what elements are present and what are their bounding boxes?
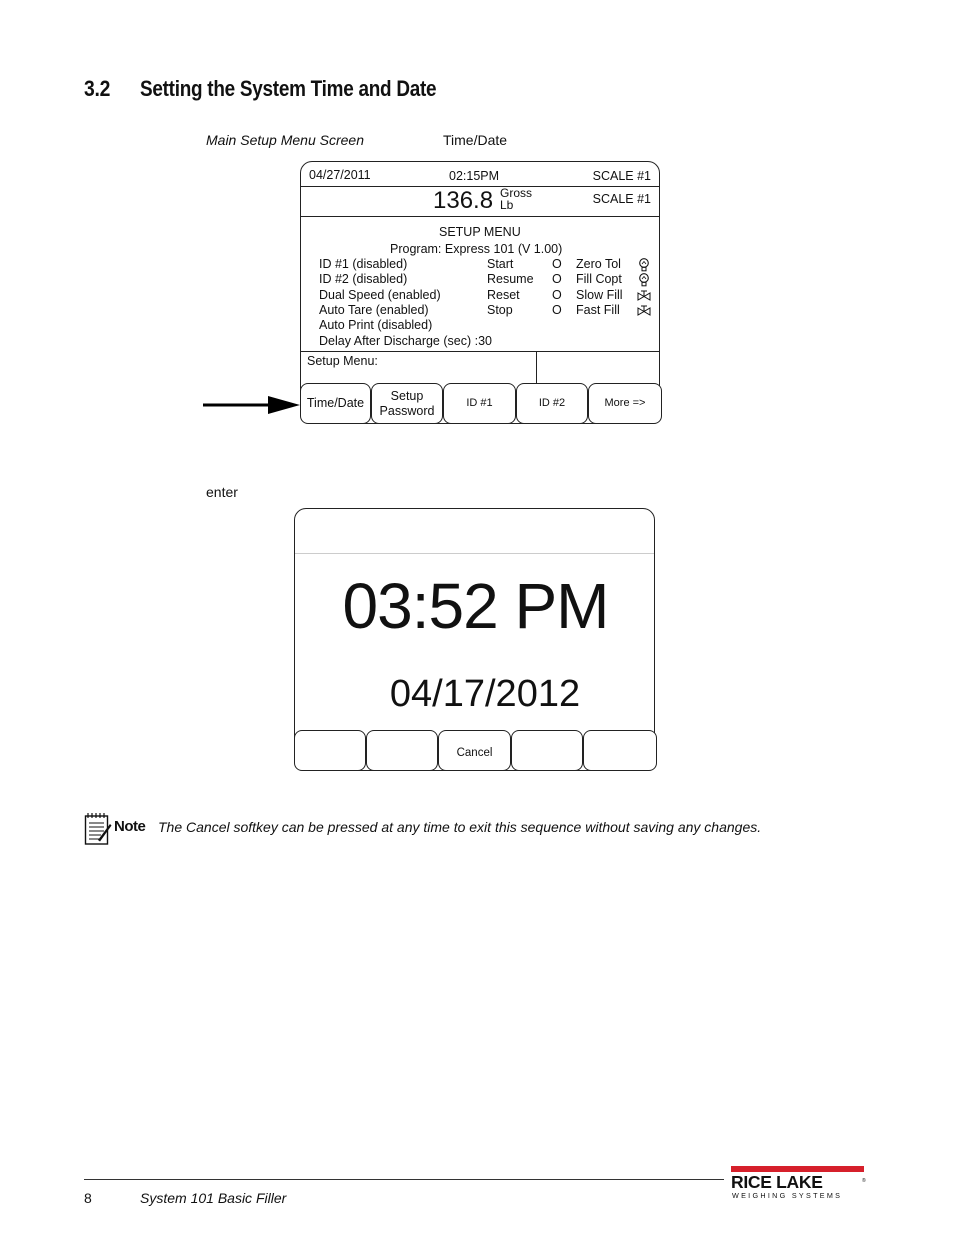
lightbulb-icon	[638, 273, 650, 287]
screen-date: 04/27/2011	[309, 168, 371, 182]
weight-display: 136.8	[433, 187, 494, 214]
setup-menu-screen	[300, 161, 660, 424]
setup-softkey-row	[300, 383, 660, 424]
footer-rule	[84, 1179, 724, 1180]
setting-item: Auto Tare (enabled)	[319, 303, 429, 317]
weight-unit: Lb	[500, 198, 514, 212]
softkey-time-date[interactable]: Time/Date	[300, 383, 371, 424]
softkey-blank-2[interactable]	[366, 730, 438, 771]
scale-label-second: SCALE #1	[592, 192, 651, 206]
lightbulb-icon	[638, 258, 650, 272]
time-date-screen	[294, 508, 655, 771]
pointer-arrow-icon	[202, 394, 302, 416]
input-state: O	[552, 257, 562, 271]
valve-icon	[637, 305, 651, 318]
input-state: O	[552, 288, 562, 302]
weight-mode: Gross	[500, 186, 533, 200]
svg-text:WEIGHING SYSTEMS: WEIGHING SYSTEMS	[732, 1191, 843, 1200]
softkey-more[interactable]: More =>	[588, 383, 662, 424]
setting-item: ID #1 (disabled)	[319, 257, 408, 271]
section-title: Setting the System Time and Date	[140, 76, 437, 101]
enter-caption: enter	[206, 484, 238, 500]
rice-lake-logo	[729, 1165, 869, 1201]
input-label: Reset	[487, 288, 520, 302]
softkey-blank-5[interactable]	[583, 730, 657, 771]
scale-label-top: SCALE #1	[592, 169, 651, 183]
input-label: Resume	[487, 272, 534, 286]
screen-time: 02:15PM	[449, 169, 500, 183]
output-label: Fast Fill	[576, 303, 620, 317]
input-label: Start	[487, 257, 514, 271]
setup-menu-prompt: Setup Menu:	[307, 354, 378, 368]
note-text: The Cancel softkey can be pressed at any time to exit this sequence without saving any changes.	[158, 819, 762, 835]
time-date-caption: Time/Date	[443, 132, 508, 148]
time-softkey-row	[294, 730, 655, 771]
svg-text:®: ®	[862, 1178, 866, 1184]
softkey-blank-1[interactable]	[294, 730, 366, 771]
softkey-cancel[interactable]: Cancel	[438, 730, 511, 771]
setting-item: Dual Speed (enabled)	[319, 288, 441, 302]
softkey-id-1[interactable]: ID #1	[443, 383, 516, 424]
page-number: 8	[84, 1190, 92, 1206]
setup-menu-title: SETUP MENU	[439, 225, 521, 239]
valve-icon	[637, 290, 651, 303]
time-display: 03:52 PM	[342, 570, 609, 642]
softkey-setup-password[interactable]: Setup Password	[371, 383, 443, 424]
input-state: O	[552, 303, 562, 317]
output-label: Fill Copt	[576, 272, 622, 286]
input-label: Stop	[487, 303, 513, 317]
output-label: Zero Tol	[576, 257, 621, 271]
date-display: 04/17/2012	[389, 673, 581, 715]
note-label: Note	[114, 818, 146, 835]
setting-item: Auto Print (disabled)	[319, 318, 433, 332]
notepad-icon	[84, 812, 112, 846]
output-label: Slow Fill	[576, 288, 623, 302]
section-number: 3.2	[84, 76, 111, 101]
document-name: System 101 Basic Filler	[140, 1190, 287, 1206]
svg-text:RICE LAKE: RICE LAKE	[731, 1172, 823, 1192]
softkey-blank-4[interactable]	[511, 730, 583, 771]
program-label: Program: Express 101 (V 1.00)	[390, 242, 563, 256]
input-state: O	[552, 272, 562, 286]
setting-item: Delay After Discharge (sec) :30	[319, 334, 492, 348]
softkey-id-2[interactable]: ID #2	[516, 383, 588, 424]
main-setup-caption: Main Setup Menu Screen	[206, 132, 364, 148]
setting-item: ID #2 (disabled)	[319, 272, 408, 286]
